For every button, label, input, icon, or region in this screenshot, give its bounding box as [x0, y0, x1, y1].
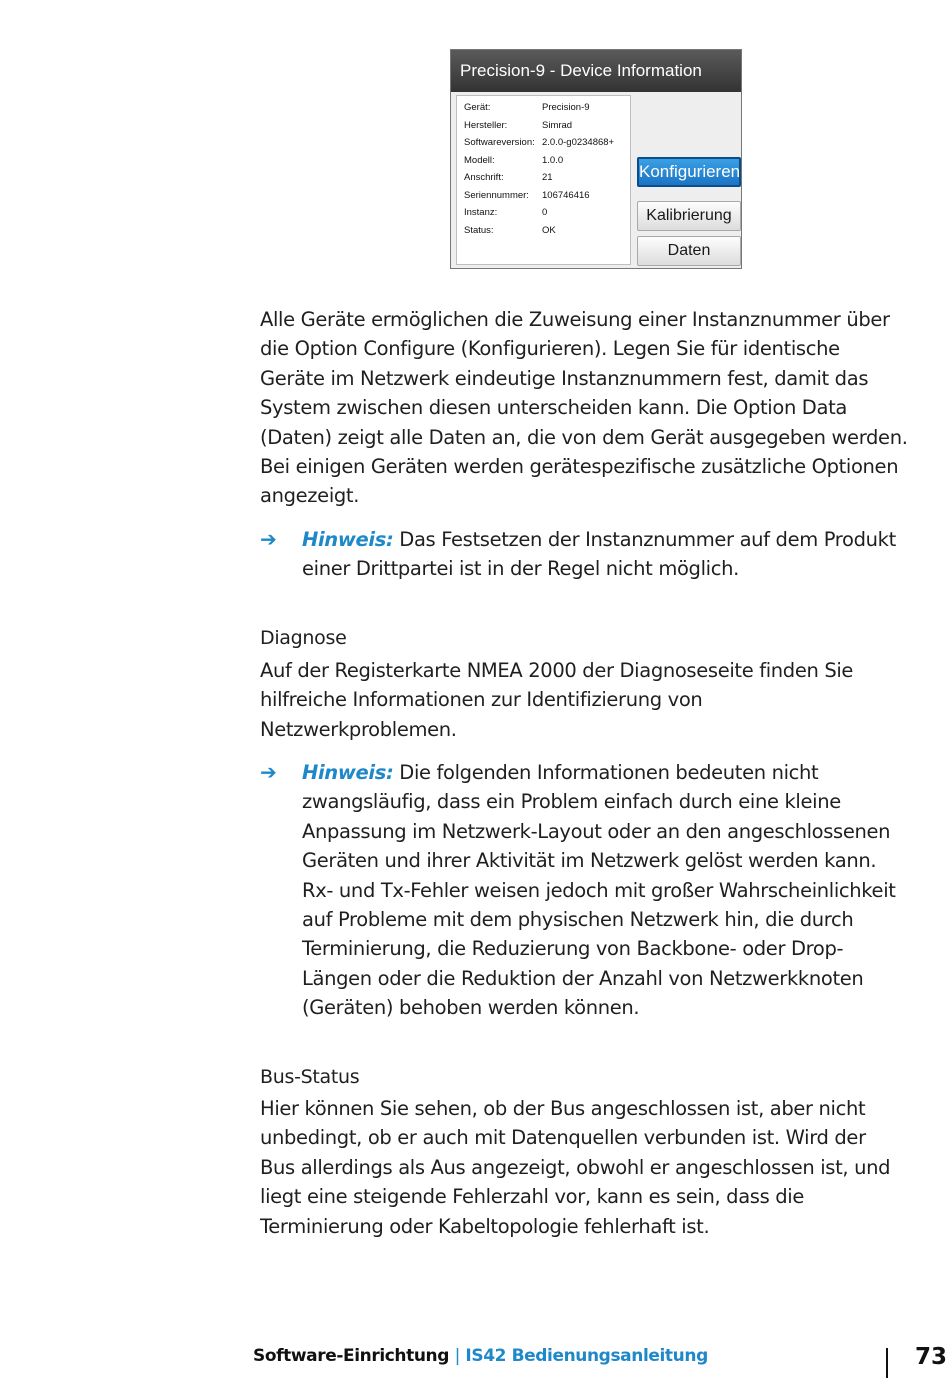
text-line: hilfreiche Informationen zur Identifizierung von — [260, 688, 703, 712]
diagnose-paragraph — [260, 656, 940, 744]
info-value: 1.0.0 — [542, 154, 564, 166]
text-line: Auf der Registerkarte NMEA 2000 der Diagnoseseite finden Sie — [260, 659, 854, 682]
text-line: Die folgenden Informationen bedeuten nicht — [399, 761, 819, 784]
text-line: Das Festsetzen der Instanznummer auf dem Produkt — [399, 528, 896, 551]
info-label: Hersteller: — [464, 119, 508, 131]
configure-button[interactable]: Konfigurieren — [637, 157, 741, 187]
device-info-panel — [456, 95, 631, 265]
info-value: 2.0.0-g0234868+ — [542, 137, 615, 148]
note-first-line — [302, 525, 942, 554]
footer-separator: | — [454, 1346, 460, 1366]
text-line: (Geräten) behoben werden können. — [302, 996, 640, 1020]
info-value: Simrad — [542, 119, 573, 131]
text-line: Rx- und Tx-Fehler weisen jedoch mit großer Wahrscheinlichkeit — [302, 878, 896, 902]
text-line: Geräte im Netzwerk eindeutige Instanznummern fest, damit das — [260, 366, 869, 390]
text-line: Bus allerdings als Aus angezeigt, obwohl er angeschlossen ist, und — [260, 1155, 891, 1179]
info-label: Modell: — [464, 154, 495, 166]
info-value: 106746416 — [542, 189, 590, 201]
text-line: einer Drittpartei ist in der Regel nicht möglich. — [302, 557, 739, 581]
info-label: Status: — [464, 224, 494, 236]
text-line: Bei einigen Geräten werden gerätespezifische zusätzliche Optionen — [260, 455, 899, 479]
device-information-dialog — [450, 49, 742, 269]
text-line: Geräten und ihrer Aktivität im Netzwerk gelöst werden kann. — [302, 849, 877, 873]
footer-section-title: Software-Einrichtung — [253, 1346, 450, 1366]
text-line: Terminierung oder Kabeltopologie fehlerhaft ist. — [260, 1214, 710, 1238]
section-heading-diagnose: Diagnose — [260, 627, 347, 649]
text-line: (Daten) zeigt alle Daten an, die von dem Gerät ausgegeben werden. — [260, 425, 908, 449]
dialog-title: Precision-9 - Device Information — [451, 50, 741, 92]
footer-manual-title: IS42 Bedienungsanleitung — [465, 1346, 708, 1366]
text-line: liegt eine steigende Fehlerzahl vor, kann es sein, dass die — [260, 1185, 805, 1209]
text-line: System zwischen diesen unterscheiden kann. Die Option Data — [260, 396, 847, 420]
text-line: Netzwerkproblemen. — [260, 717, 457, 741]
info-label: Instanz: — [464, 207, 498, 218]
page-number: 73 — [915, 1344, 948, 1370]
info-label: Seriennummer: — [464, 189, 529, 201]
info-value: 21 — [542, 172, 553, 183]
text-line: angezeigt. — [260, 484, 360, 508]
text-line: die Option Configure (Konfigurieren). Legen Sie für identische — [260, 337, 840, 361]
text-line: Terminierung, die Reduzierung von Backbone- oder Drop- — [302, 937, 844, 961]
info-value: OK — [542, 224, 556, 236]
info-label: Anschrift: — [464, 172, 504, 183]
text-line: Alle Geräte ermöglichen die Zuweisung einer Instanznummer über — [260, 308, 890, 331]
text-line: Längen oder die Reduktion der Anzahl von Netzwerkknoten — [302, 966, 864, 990]
page-number-divider — [886, 1348, 888, 1378]
arrow-right-icon: ➔ — [260, 527, 277, 551]
note-body — [302, 758, 942, 1023]
info-value: Precision-9 — [542, 102, 590, 113]
text-line: Hier können Sie sehen, ob der Bus angeschlossen ist, aber nicht — [260, 1097, 866, 1120]
section-heading-bus-status: Bus-Status — [260, 1066, 360, 1088]
info-value: 0 — [542, 207, 548, 218]
page-footer — [253, 1346, 708, 1366]
text-line: zwangsläufig, dass ein Problem einfach durch eine kleine — [302, 790, 841, 814]
note-label: Hinweis: — [302, 761, 394, 784]
text-line: auf Probleme mit dem physischen Netzwerk hin, die durch — [302, 908, 854, 932]
info-label: Softwareversion: — [464, 137, 535, 148]
text-line: Anpassung im Netzwerk-Layout oder an den angeschlossenen — [302, 819, 891, 843]
info-label: Gerät: — [464, 102, 491, 113]
bus-status-paragraph — [260, 1094, 940, 1241]
note-first-line — [302, 758, 942, 787]
note-label: Hinweis: — [302, 528, 394, 551]
intro-paragraph — [260, 305, 940, 511]
text-line: unbedingt, ob er auch mit Datenquellen verbunden ist. Wird der — [260, 1126, 866, 1150]
data-button[interactable]: Daten — [637, 236, 741, 266]
calibrate-button[interactable]: Kalibrierung — [637, 201, 741, 231]
arrow-right-icon: ➔ — [260, 760, 277, 784]
note-body — [302, 525, 942, 584]
